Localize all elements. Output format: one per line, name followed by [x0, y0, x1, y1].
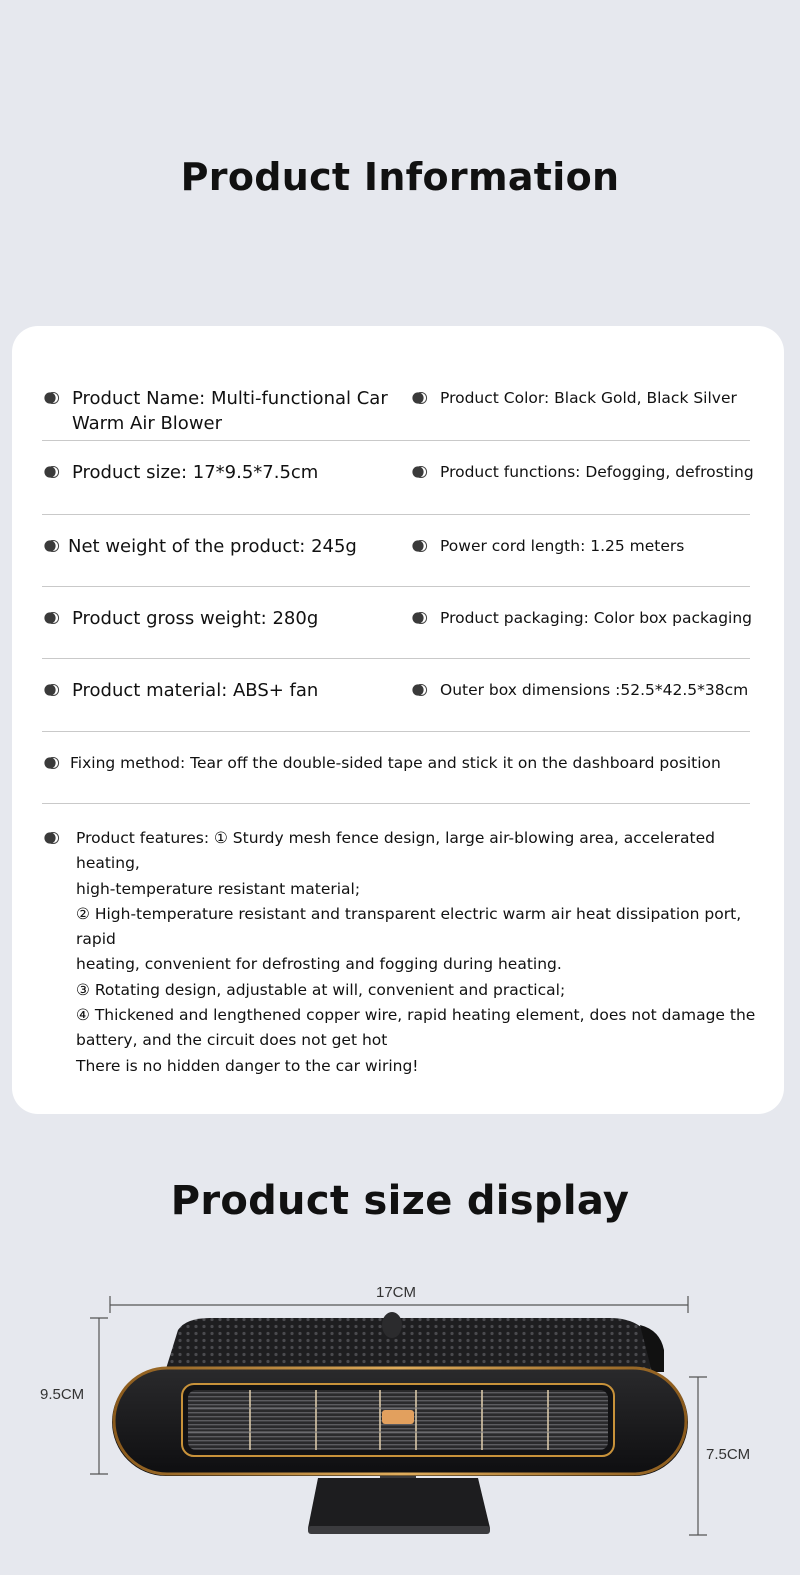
- info-cell-left: [42, 460, 402, 485]
- features-line: high-temperature resistant material;: [76, 879, 361, 898]
- bullet-icon: [42, 392, 64, 404]
- bullet-icon: [42, 832, 64, 844]
- features-line: ② High-temperature resistant and transparent electric warm air heat dissipation port, rapid: [76, 904, 742, 949]
- top-mesh: [165, 1318, 660, 1372]
- center-knob: [382, 1410, 414, 1424]
- info-cell-left: [42, 606, 402, 631]
- info-row: [42, 514, 750, 587]
- product-color: Product Color: Black Gold, Black Silver: [440, 389, 737, 407]
- features-line: There is no hidden danger to the car wiring!: [76, 1056, 419, 1075]
- features-line: battery, and the circuit does not get hot: [76, 1031, 388, 1050]
- product-packaging: Product packaging: Color box packaging: [440, 609, 753, 627]
- net-weight: Net weight of the product: 245g: [68, 536, 357, 557]
- fixing-method: Fixing method: Tear off the double-sided tape and stick it on the dashboard position: [70, 754, 721, 772]
- bullet-icon: [42, 466, 64, 478]
- info-cell-right: [410, 386, 755, 411]
- info-cell-left: [42, 386, 412, 436]
- height-dimension-line: [90, 1318, 108, 1474]
- bullet-icon: [42, 540, 64, 552]
- bullet-icon: [410, 684, 432, 696]
- features-line: heating, convenient for defrosting and fogging during heating.: [76, 955, 562, 974]
- bullet-icon: [410, 392, 432, 404]
- height-label: 9.5CM: [40, 1386, 85, 1403]
- product-information-title: Product Information: [180, 155, 620, 199]
- info-row: [42, 658, 750, 732]
- heater-body: [112, 1368, 688, 1476]
- info-row: [42, 586, 753, 659]
- info-cell-right: [410, 460, 755, 485]
- product-size: Product size: 17*9.5*7.5cm: [72, 462, 319, 483]
- info-cell-right: [410, 606, 755, 631]
- bullet-icon: [410, 540, 432, 552]
- features-line: ④ Thickened and lengthened copper wire, rapid heating element, does not damage the: [76, 1006, 756, 1025]
- front-grille: [182, 1384, 614, 1456]
- product-name: Product Name: Multi-functional Car Warm Air Blower: [72, 388, 388, 434]
- info-cell-left: [42, 534, 402, 559]
- info-cell-right: [410, 534, 755, 559]
- depth-label: 7.5CM: [706, 1446, 751, 1463]
- bullet-icon: [410, 612, 432, 624]
- bullet-icon: [42, 612, 64, 624]
- info-row: [42, 440, 754, 515]
- width-label: 17CM: [376, 1284, 417, 1301]
- outer-box-dimensions: Outer box dimensions :52.5*42.5*38cm: [440, 681, 749, 699]
- features-line: Product features: ① Sturdy mesh fence design, large air-blowing area, accelerated heating,: [76, 829, 715, 873]
- product-functions: Product functions: Defogging, defrosting: [440, 463, 754, 481]
- bullet-icon: [42, 757, 64, 769]
- info-row: [42, 731, 750, 804]
- info-row: [42, 366, 750, 441]
- bullet-icon: [42, 684, 64, 696]
- info-cell-right: [410, 678, 755, 703]
- product-features: [42, 826, 782, 1079]
- product-size-title: Product size display: [170, 1178, 630, 1224]
- power-cord-length: Power cord length: 1.25 meters: [440, 537, 685, 555]
- depth-dimension-line: [689, 1377, 707, 1535]
- product-material: Product material: ABS+ fan: [72, 680, 319, 701]
- features-line: ③ Rotating design, adjustable at will, convenient and practical;: [76, 980, 566, 999]
- fixing-method-cell: [42, 751, 750, 776]
- stand: [308, 1462, 490, 1534]
- bullet-icon: [410, 466, 432, 478]
- info-cell-left: [42, 678, 402, 703]
- product-info-card: [12, 326, 784, 1114]
- gross-weight: Product gross weight: 280g: [72, 608, 319, 629]
